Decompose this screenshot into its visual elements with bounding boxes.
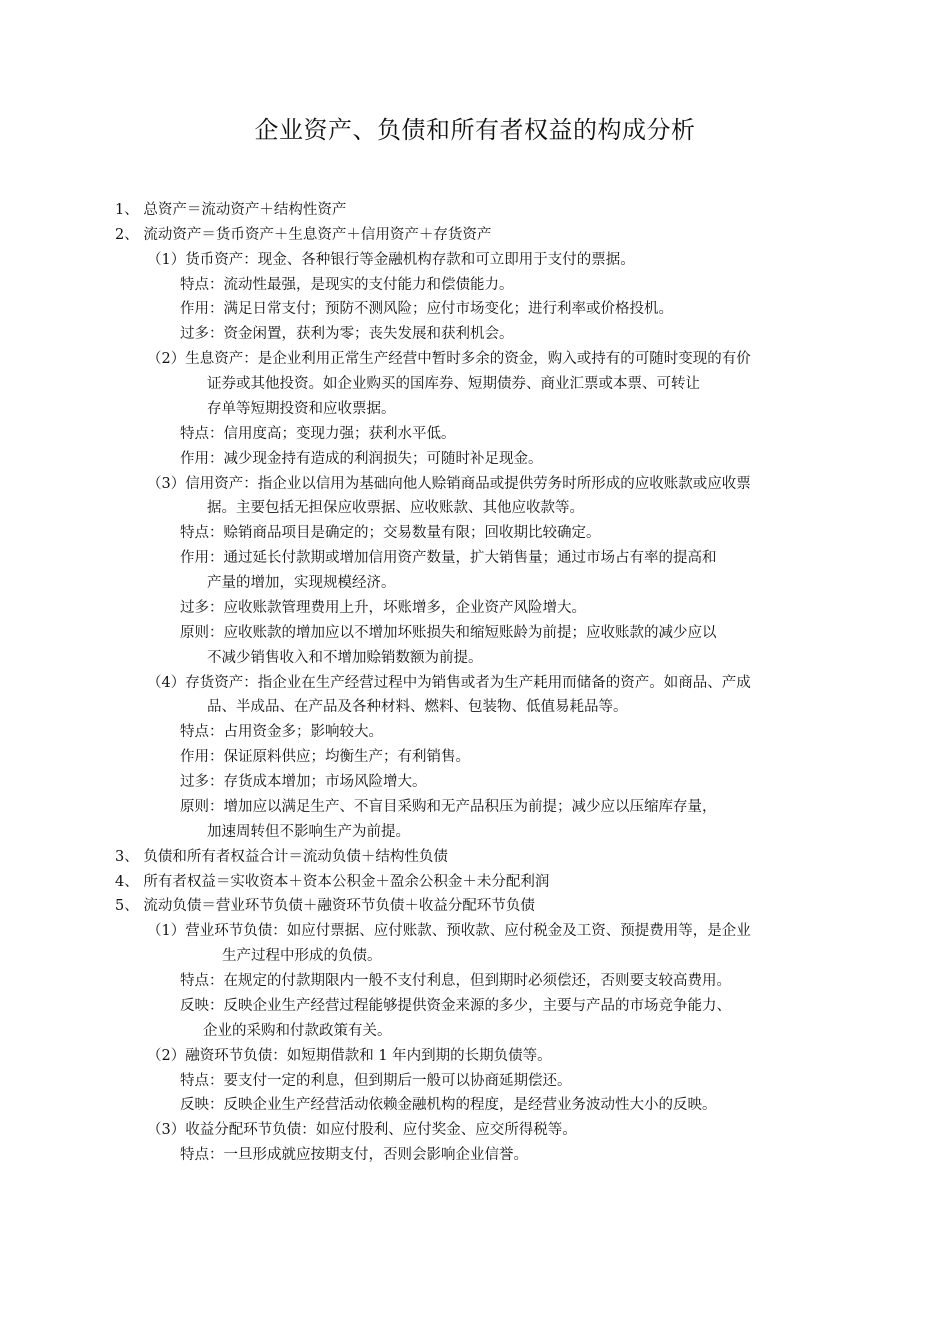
line-35: （2）融资环节负债：如短期借款和 1 年内到期的长期负债等。 — [147, 1048, 552, 1064]
line-23: 作用：保证原料供应；均衡生产；有利销售。 — [180, 749, 470, 765]
line-7: （2）生息资产：是企业利用正常生产经营中暂时多余的资金，购入或持有的可随时变现的有价 — [147, 351, 751, 367]
line-11: 作用：减少现金持有造成的利润损失；可随时补足现金。 — [180, 451, 543, 467]
line-26: 加速周转但不影响生产为前提。 — [207, 824, 410, 840]
line-32: 特点：在规定的付款期限内一般不支付利息，但到期时必须偿还，否则要支较高费用。 — [180, 973, 731, 989]
document-title: 企业资产、负债和所有者权益的构成分析 — [254, 116, 696, 144]
line-15: 作用：通过延长付款期或增加信用资产数量，扩大销售量；通过市场占有率的提高和 — [180, 550, 717, 566]
line-30: （1）营业环节负债：如应付票据、应付账款、预收款、应付税金及工资、预提费用等，是企业 — [147, 923, 751, 939]
line-33: 反映：反映企业生产经营过程能够提供资金来源的多少，主要与产品的市场竞争能力、 — [180, 998, 731, 1014]
line-39: 特点：一旦形成就应按期支付，否则会影响企业信誉。 — [180, 1147, 528, 1163]
line-21: 品、半成品、在产品及各种材料、燃料、包装物、低值易耗品等。 — [207, 699, 628, 715]
line-31: 生产过程中形成的负债。 — [222, 948, 382, 964]
line-16: 产量的增加，实现规模经济。 — [207, 575, 396, 591]
line-5: 作用：满足日常支付；预防不测风险；应付市场变化；进行利率或价格投机。 — [180, 301, 673, 317]
line-29: 5、 流动负债＝营业环节负债＋融资环节负债＋收益分配环节负债 — [115, 898, 535, 914]
line-8: 证券或其他投资。如企业购买的国库券、短期债券、商业汇票或本票、可转让 — [207, 376, 700, 392]
line-36: 特点：要支付一定的利息，但到期后一般可以协商延期偿还。 — [180, 1073, 572, 1089]
line-13: 据。主要包括无担保应收票据、应收账款、其他应收款等。 — [207, 500, 584, 516]
line-4: 特点：流动性最强，是现实的支付能力和偿债能力。 — [180, 277, 514, 293]
line-3: （1）货币资产：现金、各种银行等金融机构存款和可立即用于支付的票据。 — [147, 252, 635, 268]
line-37: 反映：反映企业生产经营活动依赖金融机构的程度，是经营业务波动性大小的反映。 — [180, 1097, 717, 1113]
line-12: （3）信用资产：指企业以信用为基础向他人赊销商品或提供劳务时所形成的应收账款或应收票 — [147, 476, 751, 492]
line-34: 企业的采购和付款政策有关。 — [203, 1023, 392, 1039]
line-14: 特点：赊销商品项目是确定的；交易数量有限；回收期比较确定。 — [180, 525, 601, 541]
line-38: （3）收益分配环节负债：如应付股利、应付奖金、应交所得税等。 — [147, 1122, 577, 1138]
line-19: 不减少销售收入和不增加赊销数额为前提。 — [207, 650, 483, 666]
line-27: 3、 负债和所有者权益合计＝流动负债＋结构性负债 — [115, 849, 448, 865]
line-6: 过多：资金闲置，获利为零；丧失发展和获利机会。 — [180, 326, 514, 342]
line-9: 存单等短期投资和应收票据。 — [207, 401, 396, 417]
line-20: （4）存货资产：指企业在生产经营过程中为销售或者为生产耗用而储备的资产。如商品、产成 — [147, 675, 751, 691]
line-17: 过多：应收账款管理费用上升，坏账增多，企业资产风险增大。 — [180, 600, 586, 616]
line-22: 特点：占用资金多；影响较大。 — [180, 724, 383, 740]
line-18: 原则：应收账款的增加应以不增加坏账损失和缩短账龄为前提；应收账款的减少应以 — [180, 625, 717, 641]
line-1: 1、 总资产＝流动资产＋结构性资产 — [115, 202, 347, 218]
line-10: 特点：信用度高；变现力强；获利水平低。 — [180, 426, 456, 442]
line-24: 过多：存货成本增加；市场风险增大。 — [180, 774, 427, 790]
line-2: 2、 流动资产＝货币资产＋生息资产＋信用资产＋存货资产 — [115, 227, 492, 243]
line-25: 原则：增加应以满足生产、不盲目采购和无产品积压为前提；减少应以压缩库存量， — [180, 799, 717, 815]
line-28: 4、 所有者权益＝实收资本＋资本公积金＋盈余公积金＋未分配利润 — [115, 874, 550, 890]
